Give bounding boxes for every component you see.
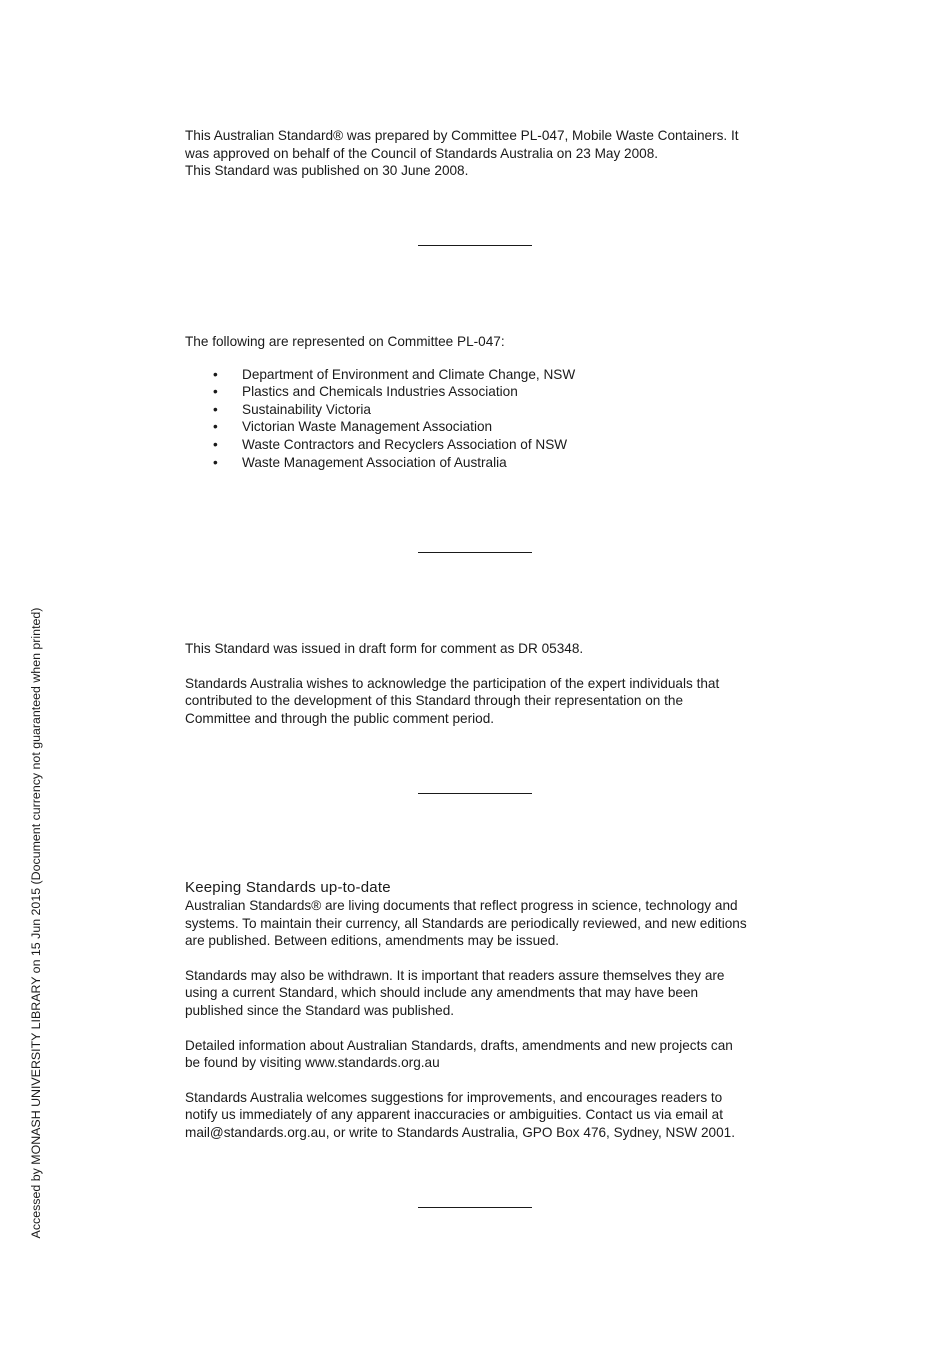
- p1-line-3: are published. Between editions, amendments may be issued.: [185, 933, 560, 949]
- bullet-icon: •: [213, 436, 218, 452]
- list-item: [185, 454, 775, 472]
- preparation-line-1: This Australian Standard® was prepared by Committee PL-047, Mobile Waste Containers. It: [185, 128, 739, 143]
- preparation-line-2: was approved on behalf of the Council of Standards Australia on 23 May 2008.: [185, 145, 659, 161]
- bullet-icon: •: [213, 401, 218, 417]
- p2-line-1: Standards may also be withdrawn. It is important that readers assure themselves they are: [185, 967, 725, 983]
- p3-line-1: Detailed information about Australian Standards, drafts, amendments and new projects can: [185, 1037, 733, 1053]
- acknowledgement-line-1: Standards Australia wishes to acknowledge the participation of the expert individuals that: [185, 675, 720, 691]
- p4-line-3: mail@standards.org.au, or write to Standards Australia, GPO Box 476, Sydney, NSW 2001.: [185, 1124, 736, 1140]
- committee-member: Sustainability Victoria: [242, 401, 371, 417]
- committee-intro: The following are represented on Committee PL-047:: [185, 334, 505, 349]
- draft-issued: This Standard was issued in draft form for comment as DR 05348.: [185, 641, 584, 656]
- list-item: [185, 418, 775, 436]
- committee-member: Department of Environment and Climate Change, NSW: [242, 366, 576, 382]
- section-heading: Keeping Standards up-to-date: [185, 879, 391, 896]
- list-item: [185, 401, 775, 419]
- p2-line-3: published since the Standard was published.: [185, 1002, 455, 1018]
- acknowledgement-line-2: contributed to the development of this Standard through their representation on the: [185, 693, 684, 709]
- section-divider: [418, 1207, 532, 1208]
- p4-line-2: notify us immediately of any apparent inaccuracies or ambiguities. Contact us via email at: [185, 1107, 723, 1123]
- p1-line-2: systems. To maintain their currency, all Standards are periodically reviewed, and new editions: [185, 915, 747, 931]
- committee-member: Waste Contractors and Recyclers Association of NSW: [242, 436, 568, 452]
- committee-section: [185, 333, 775, 471]
- list-item: [185, 436, 775, 454]
- preparation-line-3: This Standard was published on 30 June 2008.: [185, 163, 469, 179]
- committee-member-list: [185, 366, 775, 472]
- p2-line-2: using a current Standard, which should include any amendments that may have been: [185, 985, 699, 1001]
- keeping-section: [185, 878, 775, 1142]
- bullet-icon: •: [213, 384, 218, 400]
- committee-member: Waste Management Association of Australia: [242, 454, 507, 470]
- committee-member: Victorian Waste Management Association: [242, 419, 493, 435]
- p1-line-1: Australian Standards® are living documents that reflect progress in science, technology and: [185, 898, 738, 913]
- draft-section: [185, 640, 775, 727]
- section-divider: [418, 552, 532, 553]
- list-item: [185, 383, 775, 401]
- bullet-icon: •: [213, 366, 218, 382]
- section-divider: [418, 245, 532, 246]
- acknowledgement-line-3: Committee and through the public comment period.: [185, 710, 495, 726]
- access-margin-note: Accessed by MONASH UNIVERSITY LIBRARY on 15 Jun 2015 (Document currency not guaranteed when printed): [29, 607, 43, 1239]
- section-divider: [418, 793, 532, 794]
- committee-member: Plastics and Chemicals Industries Association: [242, 384, 518, 400]
- preparation-statement: [185, 127, 775, 180]
- p4-line-1: Standards Australia welcomes suggestions for improvements, and encourages readers to: [185, 1089, 723, 1105]
- bullet-icon: •: [213, 454, 218, 470]
- list-item: [185, 366, 775, 384]
- p3-line-2: be found by visiting www.standards.org.au: [185, 1055, 440, 1071]
- bullet-icon: •: [213, 419, 218, 435]
